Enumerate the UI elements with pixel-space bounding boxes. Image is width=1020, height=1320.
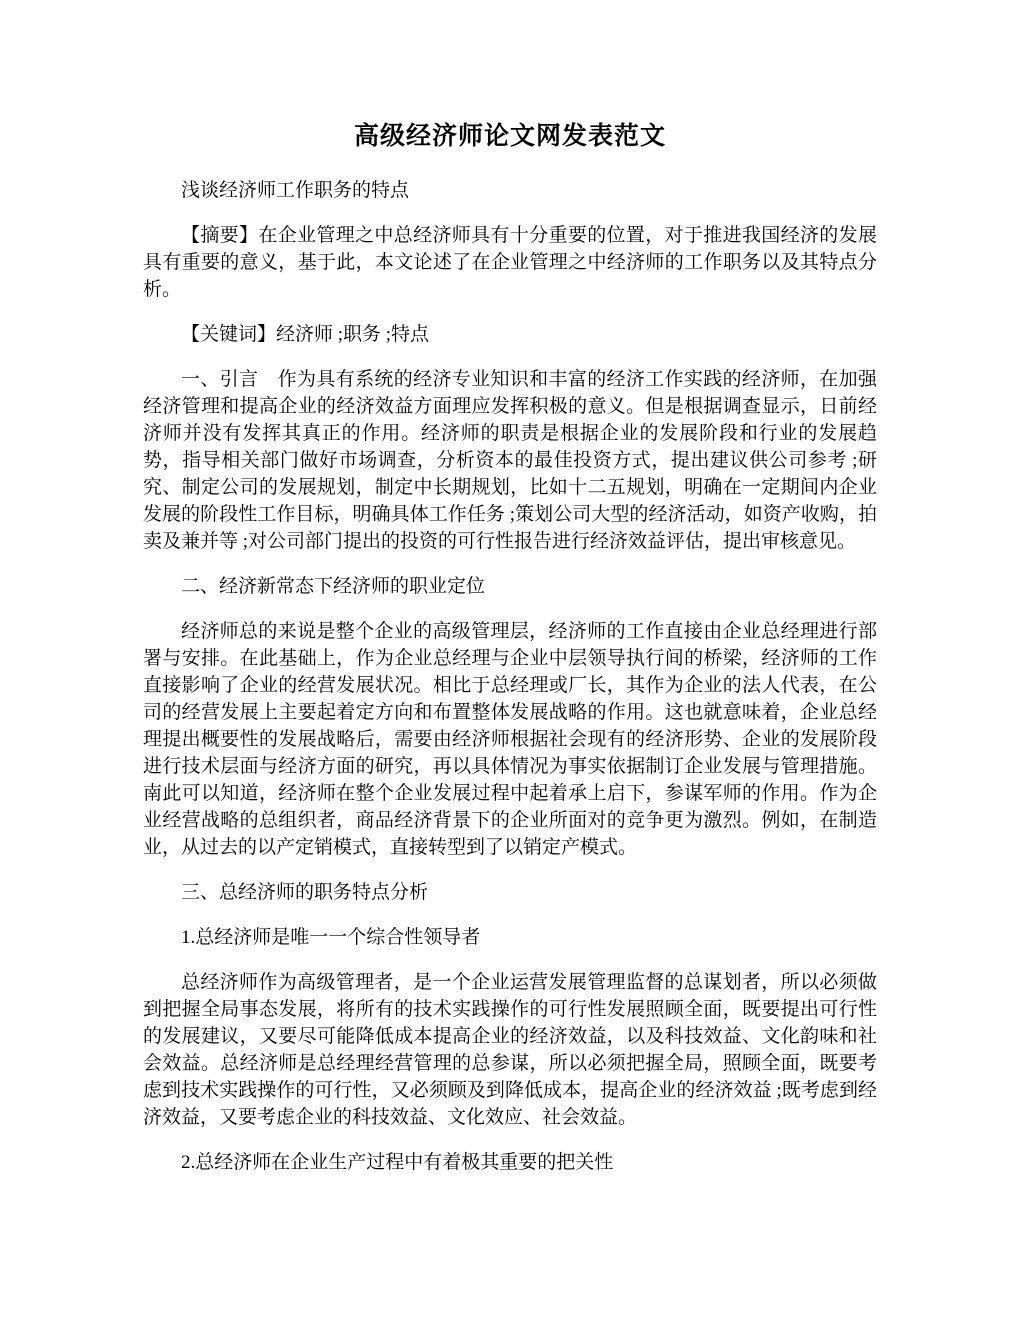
paragraph-point-1-body: 总经济师作为高级管理者，是一个企业运营发展管理监督的总谋划者，所以必须做到把握全局事态发展，将所有的技术实践操作的可行性发展照顾全面，既要提出可行性的发展建议，又要尽可能降低成本提高企业的经济效益，以及科技效益、文化韵味和社会效益。总经济师是总经理经营管理的总参谋，所以必须把握全局，照顾全面，既要考虑到技术实践操作的可行性，又必须顾及到降低成本，提高企业的经济效益 ;既考虑到经济效益，又要考虑企业的科技效益、文化效应、社会效益。 (143, 972, 877, 1128)
paragraph-section-3-heading: 三、总经济师的职务特点分析 (181, 882, 429, 903)
paragraph-point-1-heading: 1.总经济师是唯一一个综合性领导者 (181, 927, 481, 948)
paragraph-section-2-heading: 二、经济新常态下经济师的职业定位 (181, 576, 486, 597)
paragraph-keywords: 【关键词】经济师 ;职务 ;特点 (181, 324, 430, 345)
paragraph-subtitle: 浅谈经济师工作职务的特点 (181, 180, 410, 201)
paragraph-section-2-body: 经济师总的来说是整个企业的高级管理层，经济师的工作直接由企业总经理进行部署与安排。在此基础上，作为企业总经理与企业中层领导执行间的桥梁，经济师的工作直接影响了企业的经营发展状况。相比于总经理或厂长，其作为企业的法人代表，在公司的经营发展上主要起着定方向和布置整体发展战略的作用。这也就意味着，企业总经理提出概要性的发展战略后，需要由经济师根据社会现有的经济形势、企业的发展阶段进行技术层面与经济方面的研究，再以具体情况为事实依据制订企业发展与管理措施。南此可以知道，经济师在整个企业发展过程中起着承上启下，参谋军师的作用。作为企业经营战略的总组织者，商品经济背景下的企业所面对的竞争更为激烈。例如，在制造业，从过去的以产定销模式，直接转型到了以销定产模式。 (143, 621, 877, 858)
document-title: 高级经济师论文网发表范文 (353, 123, 666, 150)
paragraph-point-2-heading: 2.总经济师在企业生产过程中有着极其重要的把关性 (181, 1152, 614, 1173)
paragraph-section-1-introduction: 一、引言 作为具有系统的经济专业知识和丰富的经济工作实践的经济师，在加强经济管理和提高企业的经济效益方面理应发挥积极的意义。但是根据调查显示，日前经济师并没有发挥其真正的作用。经济师的职责是根据企业的发展阶段和行业的发展趋势，指导相关部门做好市场调查，分析资本的最佳投资方式，提出建议供公司参考 ;研究、制定公司的发展规划，制定中长期规划，比如十二五规划，明确在一定期间内企业发展的阶段性工作目标，明确具体工作任务 ;策划公司大型的经济活动，如资产收购，拍卖及兼并等 ;对公司部门提出的投资的可行性报告进行经济效益评估，提出审核意见。 (143, 369, 877, 552)
document-content (143, 0, 877, 1176)
paragraph-abstract: 【摘要】在企业管理之中总经济师具有十分重要的位置，对于推进我国经济的发展具有重要的意义，基于此，本文论述了在企业管理之中经济师的工作职务以及其特点分析。 (143, 225, 877, 300)
